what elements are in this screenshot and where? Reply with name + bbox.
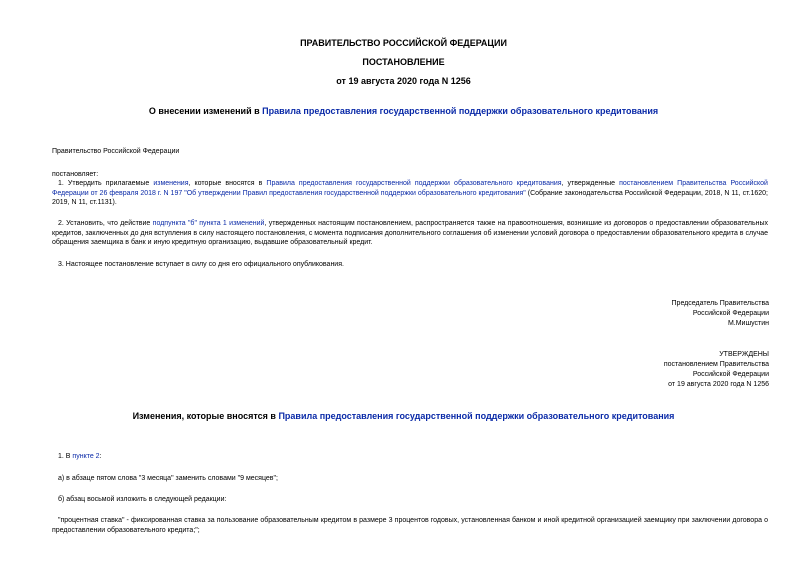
issuer-text: Правительство Российской Федерации (52, 148, 180, 155)
changes-title (0, 411, 807, 421)
changes-title-prefix: Изменения, которые вносятся в (132, 411, 279, 421)
rules-link[interactable]: Правила предоставления государственной поддержки образовательного кредитования (262, 106, 659, 116)
document-title-prefix: О внесении изменений в (148, 106, 263, 116)
paragraph-2-link[interactable]: пункте 2 (72, 453, 100, 460)
document-title (0, 106, 807, 116)
p1-text-3: , утвержденные (561, 180, 620, 187)
p2-text-2: , утвержденных настоящим постановлением, распространяется также на правоотношения, возникшие из договоров о предоставлении образовательных кредитов, заключенных до дня вступления в силу настоящего постановления, с момента подписания дополнительного соглашения об изменении условий договора о предоставлении образовательного кредита в случае обращения заемщика в банк и иную кредитную организацию, выдавшие образовательный кредит. (52, 220, 768, 247)
changes-link[interactable]: изменения (153, 180, 189, 187)
paragraph-2 (52, 219, 768, 248)
quoted-definition: "процентная ставка" - фиксированная ставка за пользование образовательным кредитом в размере 3 процентов годовых, установленная банком и иной кредитной организацией заемщику при заключении договора о предоставлении образовательного кредита;"; (52, 517, 768, 534)
signature-line-2: Российской Федерации (692, 310, 769, 317)
approved-line-1: УТВЕРЖДЕНЫ (719, 351, 769, 358)
government-heading: ПРАВИТЕЛЬСТВО РОССИЙСКОЙ ФЕДЕРАЦИИ (300, 38, 507, 48)
doc-type-heading: ПОСТАНОВЛЕНИЕ (362, 57, 445, 67)
resolution-197-link[interactable]: постановлением Правительства Российской Федерации от 26 февраля 2018 г. N 197 "Об утверждении Правил предоставления государственной поддержки образовательного кредитования" (52, 180, 768, 197)
p2-text-1: 2. Установить, что действие (58, 220, 153, 227)
approved-line-3: Российской Федерации (692, 371, 769, 378)
signature-line-1: Председатель Правительства (671, 300, 769, 307)
p1-text-4: (Собрание законодательства Российской Федерации, 2018, N 11, ст.1620; 2019, N 11, ст.1131). (52, 189, 768, 207)
p1-text-1: 1. Утвердить прилагаемые (58, 180, 154, 187)
subparagraph-b-link[interactable]: подпункта "б" пункта 1 изменений (152, 220, 265, 227)
change-item-b: б) абзац восьмой изложить в следующей редакции: (58, 496, 227, 503)
paragraph-1 (52, 179, 768, 208)
item1-suffix: : (99, 453, 102, 460)
approved-line-4: от 19 августа 2020 года N 1256 (668, 381, 769, 388)
paragraph-3: 3. Настоящее постановление вступает в силу со дня его официального опубликования. (58, 261, 344, 268)
p1-text-2: , которые вносятся в (188, 180, 267, 187)
rules-link-2[interactable]: Правила предоставления государственной поддержки образовательного кредитования (266, 180, 562, 187)
item1-prefix: 1. В (58, 453, 73, 460)
approved-line-2: постановлением Правительства (663, 361, 769, 368)
change-item-a: а) в абзаце пятом слова "3 месяца" заменить словами "9 месяцев"; (58, 475, 278, 482)
signature-name: М.Мишустин (727, 320, 769, 327)
change-item-1 (58, 452, 102, 462)
doc-date-number: от 19 августа 2020 года N 1256 (336, 76, 471, 86)
decides-text: постановляет: (52, 171, 99, 178)
rules-link-3[interactable]: Правила предоставления государственной поддержки образовательного кредитования (278, 411, 675, 421)
